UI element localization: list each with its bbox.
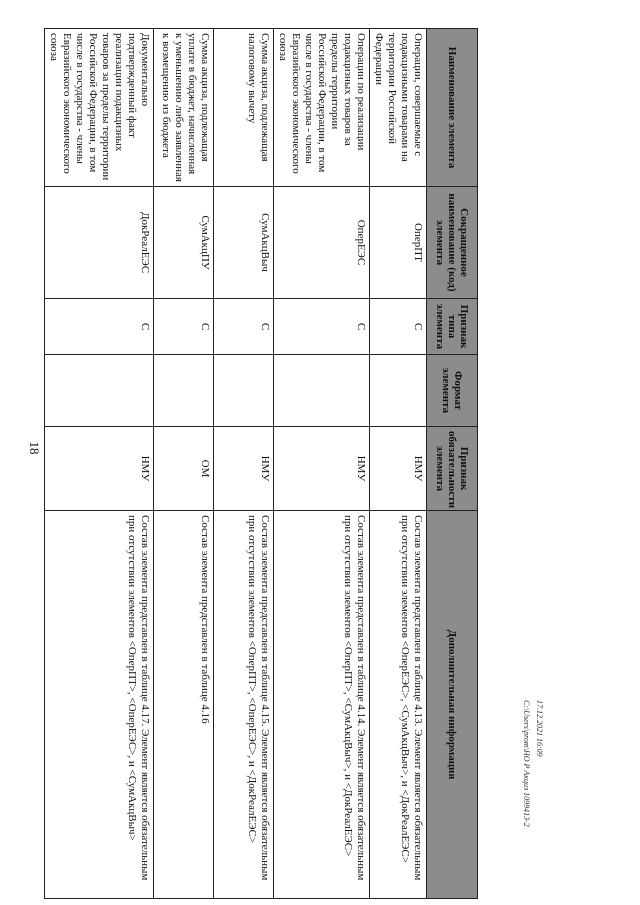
cell-format	[370, 355, 427, 427]
cell-required: НМУ	[370, 427, 427, 511]
cell-info: Состав элемента представлен в таблице 4.13. Элемент является обязательным при отсутствии элементов <ОперЕЭС>, <СумАкцВыч>, и <ДокРеалЕЭС>	[370, 511, 427, 899]
header-type: Признак типа элемента	[427, 299, 478, 355]
cell-format	[274, 355, 370, 427]
table-row	[274, 29, 370, 899]
elements-table	[44, 28, 478, 899]
header-info: Дополнительная информация	[427, 511, 478, 899]
cell-format	[214, 355, 274, 427]
cell-format	[45, 355, 154, 427]
cell-name: Сумма акциза, подлежащая уплате в бюджет, начисленная к уменьшению либо заявленная к возмещению из бюджета	[154, 29, 214, 187]
table-row	[154, 29, 214, 899]
cell-info: Состав элемента представлен в таблице 4.16	[154, 511, 214, 899]
cell-type: С	[370, 299, 427, 355]
cell-name: Сумма акциза, подлежащая налоговому вычету	[214, 29, 274, 187]
cell-name: Операции, совершаемые с подакцизными товарами на территории Российской Федерации	[370, 29, 427, 187]
cell-name: Документально подтвержденный факт реализации подакцизных товаров за пределы территории Российской Федерации, в том числе в государства - члены Евразийского экономического союза	[45, 29, 154, 187]
cell-info: Состав элемента представлен в таблице 4.15. Элемент является обязательным при отсутствии элементов <ОперПТ>, <ОперЕЭС>, и <ДокРеалЕЭС>	[214, 511, 274, 899]
cell-required: НМУ	[214, 427, 274, 511]
cell-code: ОперЕЭС	[274, 187, 370, 299]
cell-type: С	[154, 299, 214, 355]
header-required: Признак обязательности элемента	[427, 427, 478, 511]
cell-name: Операции по реализации подакцизных товаров за пределы территории Российской Федерации, в том числе в государства - члены Евразийского экономического союза	[274, 29, 370, 187]
cell-code: СумАкцВыч	[214, 187, 274, 299]
cell-code: СумАкцПУ	[154, 187, 214, 299]
cell-type: С	[45, 299, 154, 355]
cell-required: НМУ	[274, 427, 370, 511]
table-row	[370, 29, 427, 899]
table-header-row	[427, 29, 478, 899]
cell-code: ДокРеалЕЭС	[45, 187, 154, 299]
header-format: Формат элемента	[427, 355, 478, 427]
rotated-table	[48, 28, 478, 898]
cell-info: Состав элемента представлен в таблице 4.14. Элемент является обязательным при отсутствии элементов <ОперПТ>, <СумАкцВыч>, и <ДокРеалЕЭС>	[274, 511, 370, 899]
table-row	[214, 29, 274, 899]
table-row	[45, 29, 154, 899]
cell-code: ОперПТ	[370, 187, 427, 299]
header-name: Наименование элемента	[427, 29, 478, 187]
cell-required: ОМ	[154, 427, 214, 511]
cell-format	[154, 355, 214, 427]
stamp-date: 17.12.2021 16:09	[535, 700, 544, 757]
header-code: Сокращенное наименование (код) элемента	[427, 187, 478, 299]
cell-type: С	[214, 299, 274, 355]
file-stamp	[520, 700, 546, 900]
cell-required: НМУ	[45, 427, 154, 511]
cell-info: Состав элемента представлен в таблице 4.17. Элемент является обязательным при отсутствии элементов <ОперПТ>, <ОперЕЭС>, и <СумАкцВыч>	[45, 511, 154, 899]
stamp-path: С:\Users\prom\НО Р Акциз 1099413-2	[522, 700, 531, 827]
cell-type: С	[274, 299, 370, 355]
page-number: 18	[27, 441, 42, 455]
